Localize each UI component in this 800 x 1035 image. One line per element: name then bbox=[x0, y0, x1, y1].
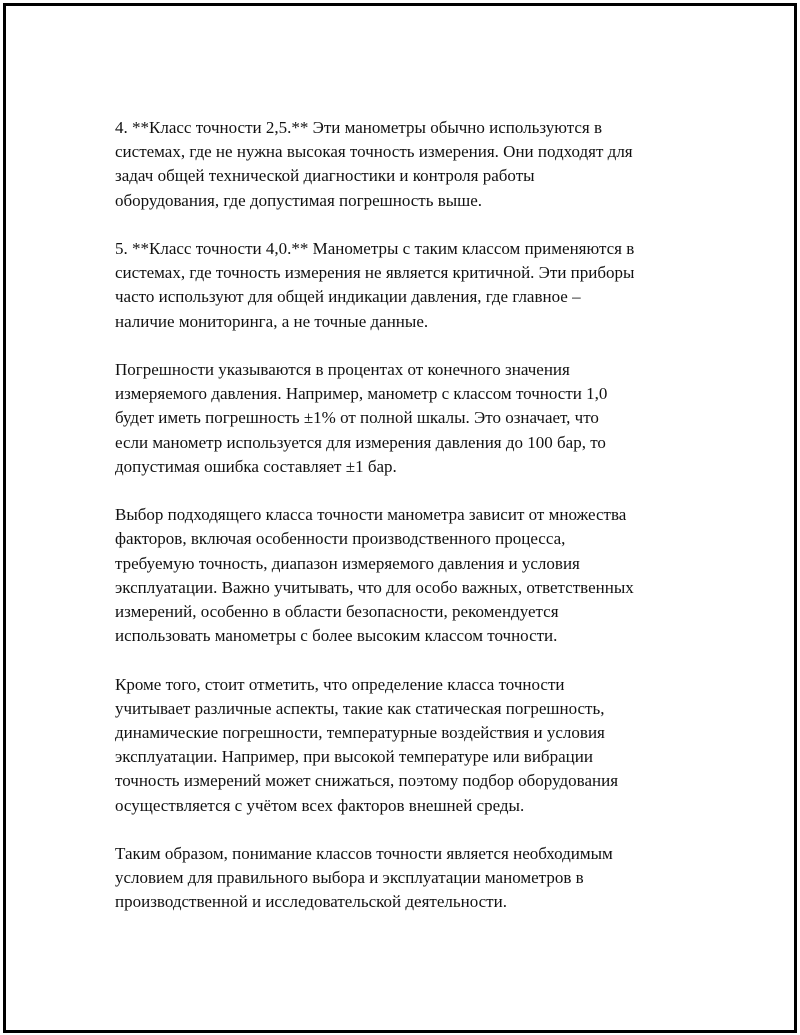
text-line: измеряемого давления. Например, манометр с классом точности 1,0 bbox=[115, 384, 608, 404]
text-line: допустимая ошибка составляет ±1 бар. bbox=[115, 456, 397, 476]
text-line: точность измерений может снижаться, поэтому подбор оборудования bbox=[115, 771, 619, 791]
text-line: 4. **Класс точности 2,5.** Эти манометры обычно используются в bbox=[115, 118, 603, 137]
text-line: оборудования, где допустимая погрешность выше. bbox=[115, 190, 483, 210]
text-line: эксплуатации. Важно учитывать, что для особо важных, ответственных bbox=[115, 577, 634, 597]
text-line: осуществляется с учётом всех факторов внешней среды. bbox=[115, 795, 525, 815]
paragraph-class-selection bbox=[115, 503, 695, 648]
text-line: Кроме того, стоит отметить, что определение класса точности bbox=[115, 674, 565, 694]
text-line: 5. **Класс точности 4,0.** Манометры с таким классом применяются в bbox=[115, 239, 635, 258]
text-line: условием для правильного выбора и эксплуатации манометров в bbox=[115, 868, 584, 888]
paragraph-accuracy-class-4-0 bbox=[115, 237, 695, 334]
text-line: факторов, включая особенности производственного процесса, bbox=[115, 529, 566, 549]
text-line: использовать манометры с более высоким классом точности. bbox=[115, 626, 558, 646]
text-line: часто используют для общей индикации давления, где главное – bbox=[115, 287, 581, 307]
text-line: Таким образом, понимание классов точности является необходимым bbox=[115, 844, 613, 864]
document-body bbox=[115, 116, 695, 939]
text-line: наличие мониторинга, а не точные данные. bbox=[115, 311, 429, 331]
text-line: измерений, особенно в области безопасности, рекомендуется bbox=[115, 602, 559, 622]
text-line: если манометр используется для измерения давления до 100 бар, то bbox=[115, 432, 606, 452]
text-line: будет иметь погрешность ±1% от полной шкалы. Это означает, что bbox=[115, 408, 599, 428]
text-line: эксплуатации. Например, при высокой температуре или вибрации bbox=[115, 747, 593, 767]
paragraph-accuracy-class-2-5 bbox=[115, 116, 695, 213]
text-line: системах, где не нужна высокая точность измерения. Они подходят для bbox=[115, 142, 633, 162]
text-line: задач общей технической диагностики и контроля работы bbox=[115, 166, 535, 186]
text-line: учитывает различные аспекты, такие как статическая погрешность, bbox=[115, 698, 605, 718]
text-line: Выбор подходящего класса точности манометра зависит от множества bbox=[115, 505, 627, 525]
paragraph-error-aspects bbox=[115, 673, 695, 818]
text-line: динамические погрешности, температурные воздействия и условия bbox=[115, 723, 605, 743]
text-line: требуемую точность, диапазон измеряемого давления и условия bbox=[115, 553, 580, 573]
paragraph-conclusion bbox=[115, 842, 695, 915]
paragraph-error-percent bbox=[115, 358, 695, 479]
text-line: системах, где точность измерения не является критичной. Эти приборы bbox=[115, 263, 635, 283]
text-line: производственной и исследовательской деятельности. bbox=[115, 892, 507, 912]
text-line: Погрешности указываются в процентах от конечного значения bbox=[115, 360, 570, 379]
